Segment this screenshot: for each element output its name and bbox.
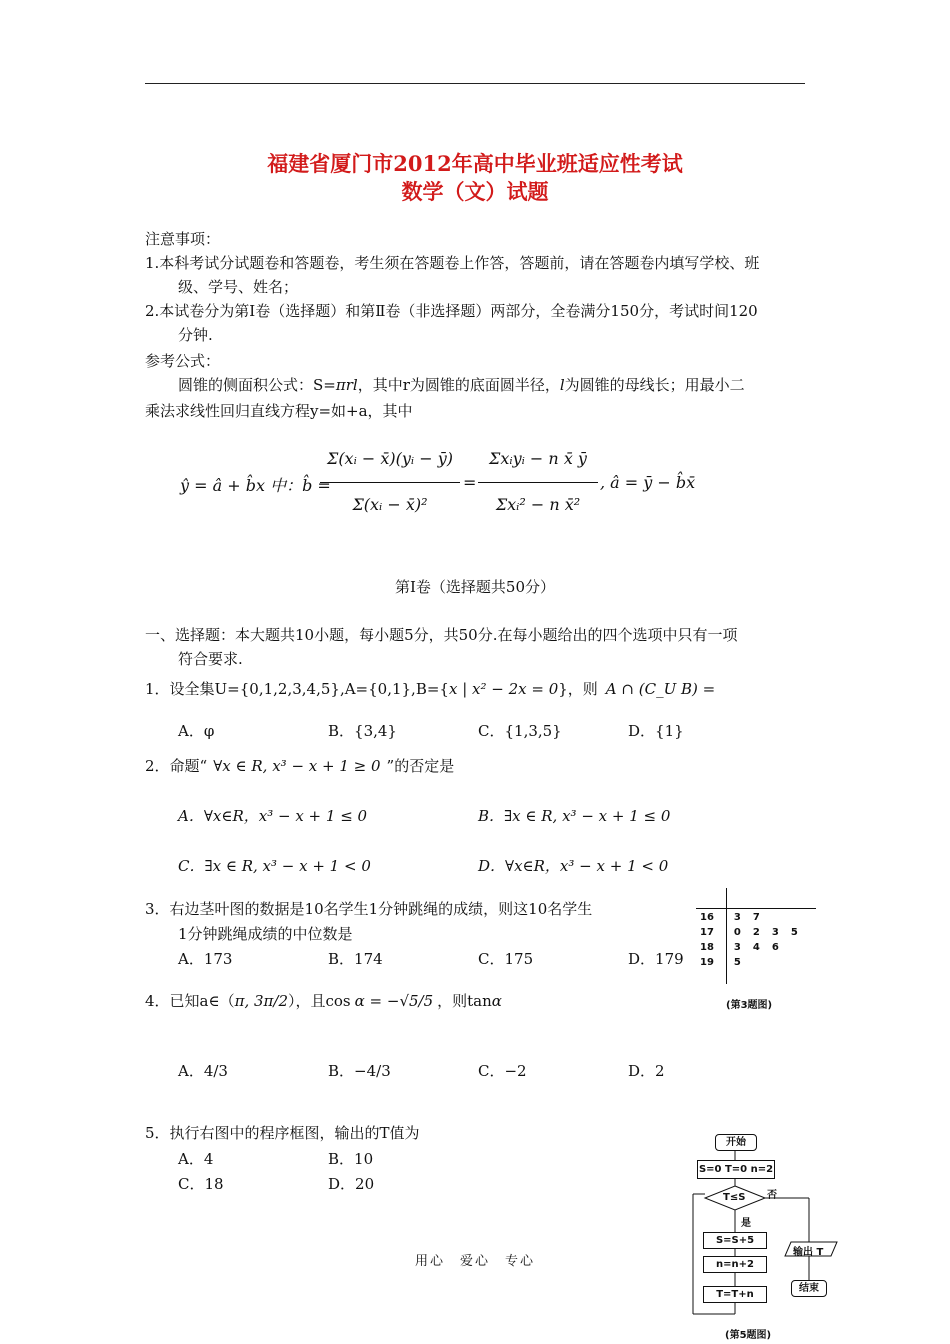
cone-text-b: ，其中r为圆锥的底面圆半径， (357, 376, 560, 394)
note-2b: 分钟. (178, 326, 213, 344)
flow-start: 开始 (715, 1134, 757, 1151)
q4-math2: α = −√5/5 (354, 992, 434, 1010)
part1-intro-b: 符合要求. (178, 650, 243, 668)
q2-option-a: A．∀x∈R，x³ − x + 1 ≤ 0 (178, 807, 368, 825)
stem-leaf-plot (690, 888, 820, 1013)
cone-text-c: 为圆锥的母线长；用最小二 (564, 376, 745, 394)
leaf-value: 7 (752, 912, 760, 923)
question-3-stem-b: 1分钟跳绳成绩的中位数是 (178, 925, 353, 943)
q2-option-b: B．∃x ∈ R, x³ − x + 1 ≤ 0 (478, 807, 671, 825)
q3-option-a: A．173 (178, 950, 233, 968)
q4-option-c: C．−2 (478, 1062, 527, 1080)
q1-option-c: C．{1,3,5} (478, 722, 562, 740)
flow-init: S=0 T=0 n=2 (697, 1160, 775, 1179)
stem-row (694, 910, 804, 925)
q4-math: π, 3π/2 (234, 992, 288, 1010)
q4-option-a: A．4/3 (178, 1062, 228, 1080)
fraction-1-denominator: Σ(xᵢ − x̄)² (352, 495, 428, 514)
cone-formula: πrl (335, 376, 358, 394)
q2-text-b: ”的否定是 (386, 757, 455, 775)
q1-math2: A ∩ (C_U B) = (605, 680, 716, 698)
leaf-value: 5 (790, 927, 798, 938)
exam-title: 福建省厦门市2012年高中毕业班适应性考试 (267, 151, 683, 176)
q1-option-a: A．φ (178, 722, 215, 740)
flow-no: 否 (767, 1190, 777, 1201)
q1-math: x | x² − 2x = 0 (448, 680, 559, 698)
q1-option-b: B．{3,4} (328, 722, 397, 740)
stem-leaf-caption: (第3题图) (726, 1000, 773, 1011)
q5-option-d: D．20 (328, 1175, 375, 1193)
cone-formula-line (178, 374, 843, 396)
leaf-value: 0 (733, 927, 741, 938)
q4-math3: α (491, 992, 502, 1010)
q2-option-c: C．∃x ∈ R, x³ − x + 1 < 0 (178, 857, 371, 875)
q4-option-b: B．−4/3 (328, 1062, 391, 1080)
stem-row (694, 925, 804, 940)
q4-text-a: 4．已知a∈（ (145, 992, 235, 1010)
part1-heading: 第Ⅰ卷（选择题共50分） (394, 578, 555, 596)
fraction-2-numerator: Σxᵢyᵢ − n x̄ ȳ (478, 440, 598, 483)
q4-option-d: D．2 (628, 1062, 665, 1080)
q4-text-c: ，则tan (437, 992, 492, 1010)
note-1a: 1.本科考试分试题卷和答题卷，考生须在答题卷上作答，答题前，请在答题卷内填写学校、班 (145, 254, 760, 272)
fraction-1-numerator: Σ(xᵢ − x̄)(yᵢ − ȳ) (320, 440, 460, 483)
stem-value: 17 (700, 927, 714, 938)
flow-t-update: T=T+n (703, 1286, 767, 1303)
q3-option-d: D．179 (628, 950, 684, 968)
fraction-2-denominator: Σxᵢ² − n x̄² (495, 495, 581, 514)
reference-heading: 参考公式： (145, 352, 221, 370)
leaf-value: 4 (752, 942, 760, 953)
cone-l: l (559, 376, 565, 394)
stem-row (694, 940, 804, 955)
stem-value: 16 (700, 912, 714, 923)
q2-text-a: 2．命题“ (145, 757, 208, 775)
q3-option-b: B．174 (328, 950, 383, 968)
question-2-stem (145, 755, 810, 777)
stem-value: 18 (700, 942, 714, 953)
q5-option-a: A．4 (178, 1150, 214, 1168)
flow-output: 输出 T (793, 1247, 824, 1258)
stem-value: 19 (700, 957, 714, 968)
flow-s-update: S=S+5 (703, 1232, 767, 1249)
flow-end: 结束 (791, 1280, 827, 1297)
leaf-value: 5 (733, 957, 741, 968)
flowchart (685, 1130, 845, 1342)
leaf-value: 3 (733, 912, 741, 923)
leaf-value: 3 (733, 942, 741, 953)
exam-subtitle: 数学（文）试题 (401, 179, 549, 204)
notes-heading: 注意事项： (145, 230, 221, 248)
question-4-stem (145, 990, 665, 1012)
stem-leaf-table (694, 910, 804, 970)
q5-option-c: C．18 (178, 1175, 224, 1193)
flowchart-caption: (第5题图) (725, 1330, 772, 1341)
part1-intro-a: 一、选择题：本大题共10小题，每小题5分，共50分.在每小题给出的四个选项中只有一项 (145, 626, 738, 644)
stem-row (694, 955, 804, 970)
formula-left: ŷ = â + b̂x 中：b̂ = (180, 476, 331, 495)
cone-text-a: 圆锥的侧面积公式：S= (178, 376, 336, 394)
note-1b: 级、学号、姓名； (178, 278, 299, 296)
q4-text-b: ），且cos (288, 992, 351, 1010)
header-rule (145, 83, 805, 84)
regression-formula: ŷ = â + b̂x 中：b̂ = $\frac{\text{Σ(xᵢ − x̄)(yᵢ − ȳ)}}{\text{Σ(xᵢ − x̄)²}}$ = Σxᵢyᵢ − n x̄ ȳ Σxᵢ² − n x̄² , â = ȳ − b̂x̄ (180, 440, 700, 540)
regression-line: 乘法求线性回归直线方程y=如+a，其中 (145, 402, 413, 420)
q5-option-b: B．10 (328, 1150, 374, 1168)
q1-option-d: D．{1} (628, 722, 684, 740)
flow-yes: 是 (741, 1218, 751, 1229)
q3-option-c: C．175 (478, 950, 534, 968)
leaf-value: 6 (771, 942, 779, 953)
fraction-2 (478, 440, 598, 521)
q2-math: ∀x ∈ R, x³ − x + 1 ≥ 0 (213, 757, 381, 775)
q1-text-b: }，则 (558, 680, 598, 698)
question-5-stem: 5．执行右图中的程序框图，输出的T值为 (145, 1124, 420, 1142)
leaf-value: 3 (771, 927, 779, 938)
leaf-value: 2 (752, 927, 760, 938)
formula-right: , â = ȳ − b̂x̄ (600, 473, 696, 492)
q2-option-d: D．∀x∈R，x³ − x + 1 < 0 (478, 857, 669, 875)
question-1-stem (145, 678, 810, 700)
page-footer: 用心 爱心 专心 (414, 1254, 535, 1269)
flow-condition: T≤S (723, 1192, 746, 1203)
q1-text-a: 1．设全集U={0,1,2,3,4,5},A={0,1},B={ (145, 680, 449, 698)
question-3-stem-a: 3．右边茎叶图的数据是10名学生1分钟跳绳的成绩，则这10名学生 (145, 900, 593, 918)
flow-n-update: n=n+2 (703, 1256, 767, 1273)
fraction-1 (320, 440, 460, 521)
note-2a: 2.本试卷分为第Ⅰ卷（选择题）和第Ⅱ卷（非选择题）两部分，全卷满分150分，考试时间120 (145, 302, 758, 320)
